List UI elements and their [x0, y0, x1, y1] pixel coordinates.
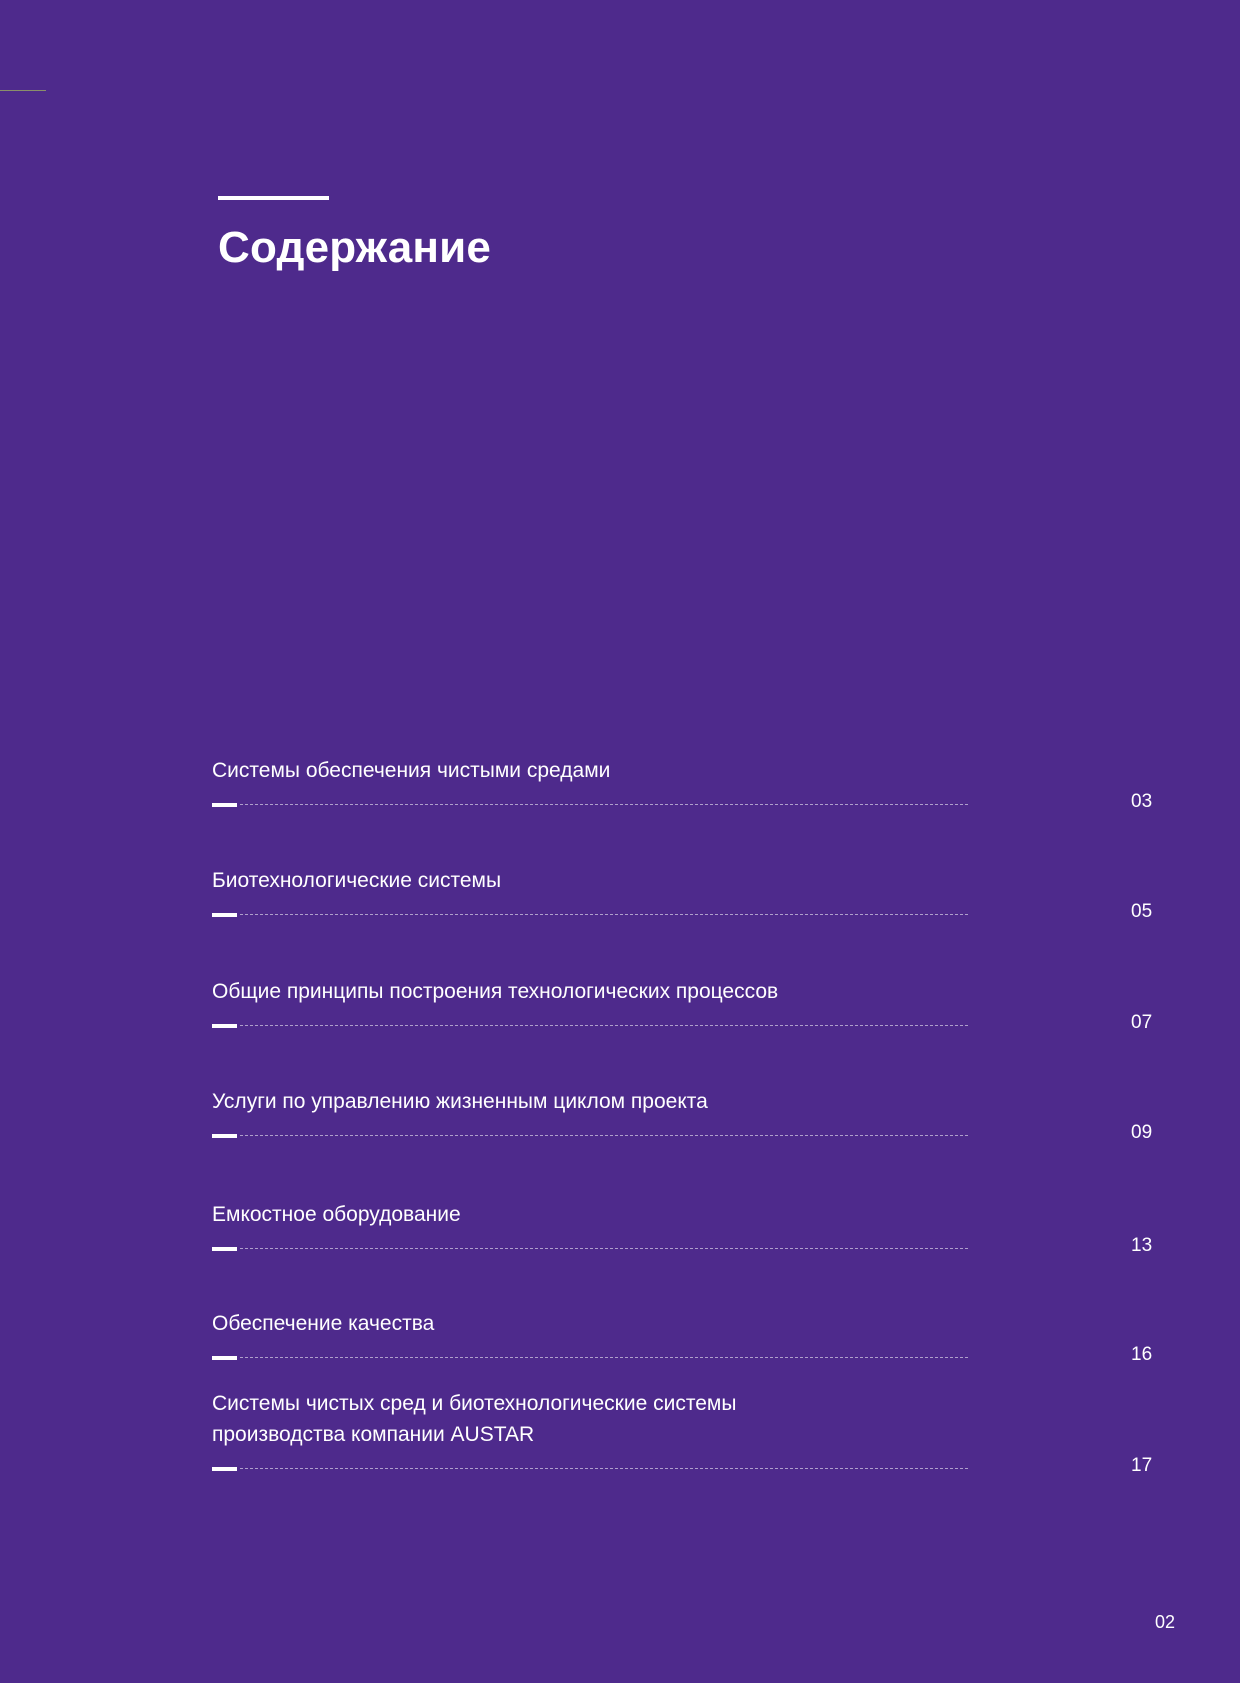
toc-leader-dashes: [240, 1135, 968, 1136]
page-number: 02: [1155, 1612, 1176, 1632]
toc-entry-title: Общие принципы построения технологических процессов: [212, 980, 779, 1003]
toc-entry-page: 16: [1131, 1344, 1153, 1365]
toc-leader-dashes: [240, 804, 968, 805]
toc-leader-dashes: [240, 1357, 968, 1358]
toc-entry-title: Системы обеспечения чистыми средами: [212, 759, 611, 782]
toc-entry-title: Обеспечение качества: [212, 1312, 435, 1335]
toc-leader-dashes: [240, 1468, 968, 1469]
toc-leader: [212, 1466, 968, 1472]
toc-entry-page: 13: [1131, 1235, 1153, 1256]
toc-entry-page: 17: [1131, 1455, 1153, 1476]
toc-entry-page: 03: [1131, 791, 1153, 812]
toc-leader: [212, 1246, 968, 1252]
toc-leader-bar: [212, 803, 237, 807]
toc-entry-title: Биотехнологические системы: [212, 869, 502, 892]
toc-entry-title: Системы чистых сред и биотехнологические системы производства компании AUSTAR: [212, 1392, 737, 1446]
toc-entry-title: Емкостное оборудование: [212, 1203, 461, 1226]
toc-leader-bar: [212, 1467, 237, 1471]
toc-leader-dashes: [240, 1025, 968, 1026]
toc-leader: [212, 1023, 968, 1029]
toc-leader: [212, 1355, 968, 1361]
toc-leader-bar: [212, 1134, 237, 1138]
toc-leader-bar: [212, 1024, 237, 1028]
toc-entry-page: 05: [1131, 901, 1153, 922]
toc-leader: [212, 1133, 968, 1139]
toc-leader-dashes: [240, 1248, 968, 1249]
page-title: Содержание: [218, 223, 492, 272]
toc-leader: [212, 912, 968, 918]
toc-leader-dashes: [240, 914, 968, 915]
toc-leader: [212, 802, 968, 808]
toc-leader-bar: [212, 1356, 237, 1360]
toc-entry-title: Услуги по управлению жизненным циклом проекта: [212, 1090, 708, 1113]
toc-leader-bar: [212, 1247, 237, 1251]
toc-entry-page: 09: [1131, 1122, 1153, 1143]
toc-leader-bar: [212, 913, 237, 917]
toc-entry-page: 07: [1131, 1012, 1153, 1033]
